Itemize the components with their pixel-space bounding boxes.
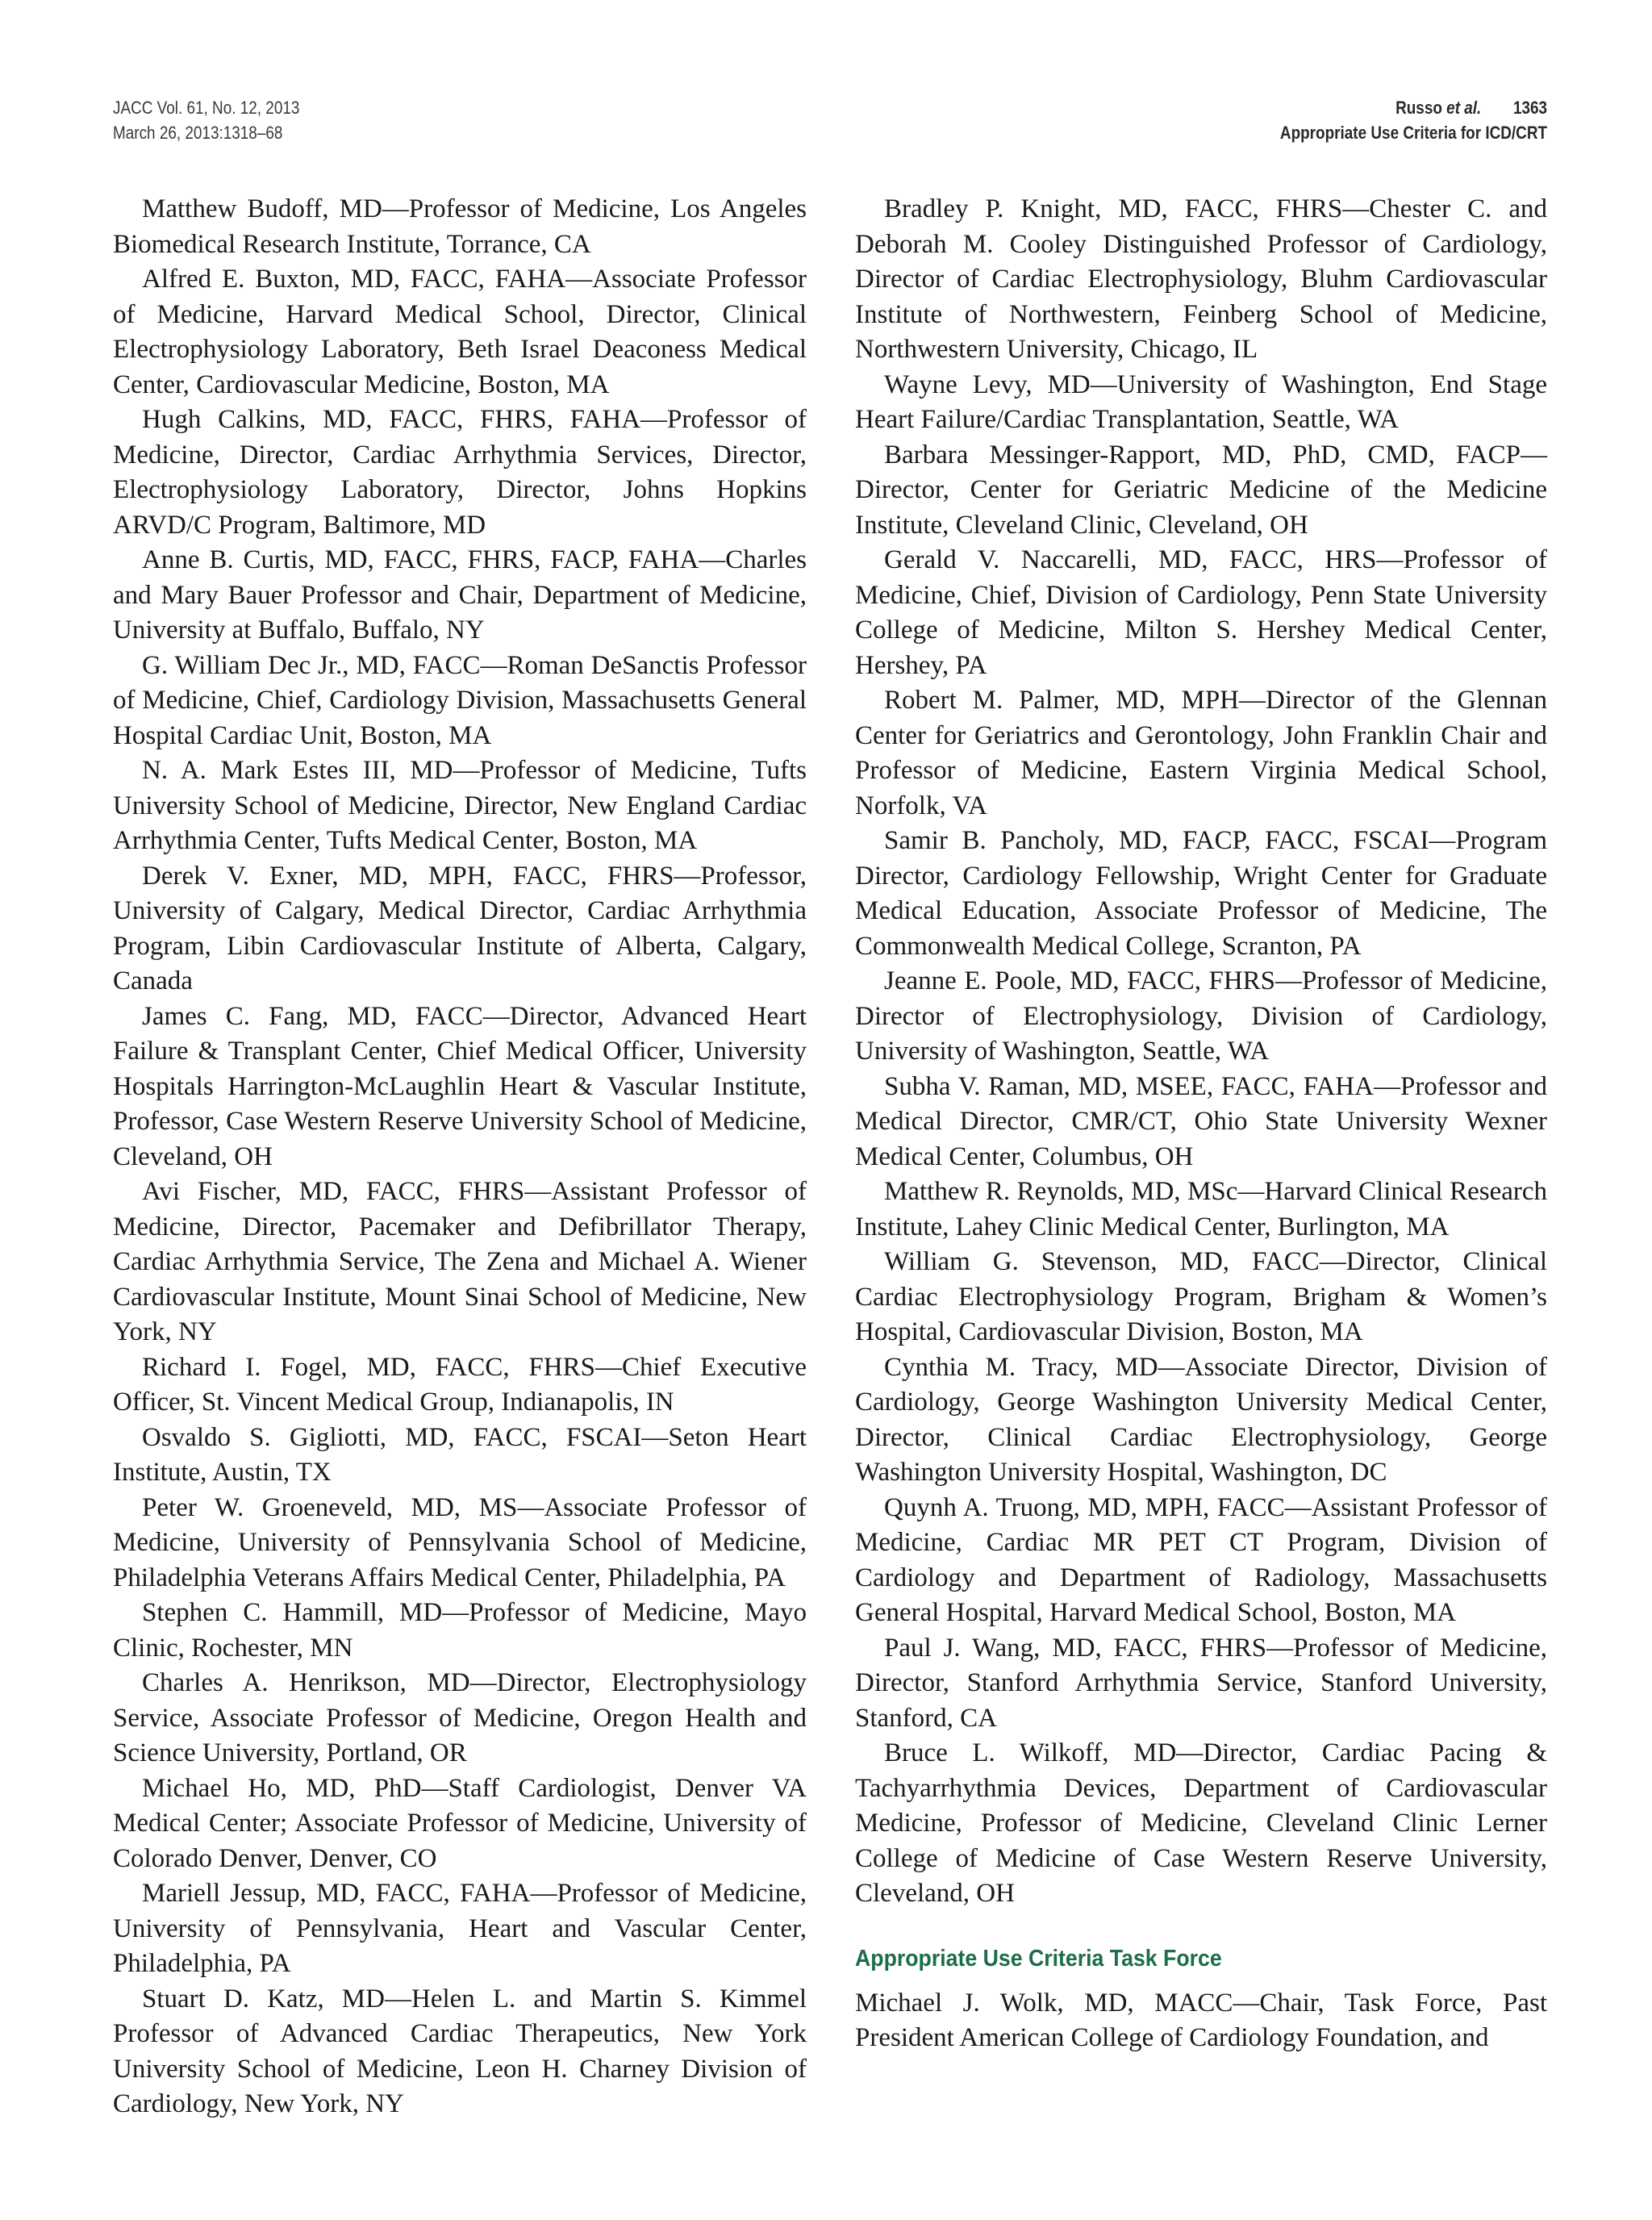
- right-column: [855, 192, 1547, 2056]
- member-entry: N. A. Mark Estes III, MD—Professor of Medicine, Tufts University School of Medicine, Director, New England Cardiac Arrhythmia Center, Tufts Medical Center, Boston, MA: [113, 756, 807, 855]
- member-entry: Alfred E. Buxton, MD, FACC, FAHA—Associate Professor of Medicine, Harvard Medical School, Director, Clinical Electrophysiology Laboratory, Beth Israel Deaconess Medical Center, Cardiovascular Medicine, Boston, MA: [113, 265, 807, 399]
- member-entry: Matthew Budoff, MD—Professor of Medicine, Los Angeles Biomedical Research Institute, Torrance, CA: [113, 194, 807, 259]
- member-entry: Samir B. Pancholy, MD, FACP, FACC, FSCAI—Program Director, Cardiology Fellowship, Wright Center for Graduate Medical Education, Associate Professor of Medicine, The Commonwealth Medical College, Scranton, PA: [855, 826, 1547, 961]
- member-entry: Derek V. Exner, MD, MPH, FACC, FHRS—Professor, University of Calgary, Medical Director, Cardiac Arrhythmia Program, Libin Cardiovascular Institute of Alberta, Calgary, Canada: [113, 861, 807, 995]
- member-entry: G. William Dec Jr., MD, FACC—Roman DeSanctis Professor of Medicine, Chief, Cardiology Division, Massachusetts General Hospital Cardiac Unit, Boston, MA: [113, 650, 807, 750]
- page-number: 1363: [1512, 98, 1547, 118]
- header-et-al: et al.: [1446, 98, 1482, 118]
- running-header-left: [113, 95, 299, 145]
- member-entry: Bradley P. Knight, MD, FACC, FHRS—Chester C. and Deborah M. Cooley Distinguished Professor of Cardiology, Director of Cardiac Electrophysiology, Bluhm Cardiovascular Institute of Northwestern, Feinberg School of Medicine, Northwestern University, Chicago, IL: [855, 194, 1547, 364]
- member-entry: Robert M. Palmer, MD, MPH—Director of the Glennan Center for Geriatrics and Gerontology, John Franklin Chair and Professor of Medicine, Eastern Virginia Medical School, Norfolk, VA: [855, 686, 1547, 820]
- member-entry: James C. Fang, MD, FACC—Director, Advanced Heart Failure & Transplant Center, Chief Medical Officer, University Hospitals Harrington-McLaughlin Heart & Vascular Institute, Professor, Case Western Reserve University School of Medicine, Cleveland, OH: [113, 1001, 807, 1171]
- member-entry: Quynh A. Truong, MD, MPH, FACC—Assistant Professor of Medicine, Cardiac MR PET CT Program, Division of Cardiology and Department of Radiology, Massachusetts General Hospital, Harvard Medical School, Boston, MA: [855, 1492, 1547, 1627]
- member-entry: Subha V. Raman, MD, MSEE, FACC, FAHA—Professor and Medical Director, CMR/CT, Ohio State University Wexner Medical Center, Columbus, OH: [855, 1071, 1547, 1171]
- member-entry: Osvaldo S. Gigliotti, MD, FACC, FSCAI—Seton Heart Institute, Austin, TX: [113, 1422, 807, 1487]
- member-entry: Wayne Levy, MD—University of Washington, End Stage Heart Failure/Cardiac Transplantation, Seattle, WA: [855, 369, 1547, 434]
- header-authors: Russo: [1395, 98, 1442, 118]
- journal-date-pages: March 26, 2013:1318–68: [113, 123, 283, 143]
- member-entry: Jeanne E. Poole, MD, FACC, FHRS—Professor of Medicine, Director of Electrophysiology, Division of Cardiology, University of Washington, Seattle, WA: [855, 966, 1547, 1066]
- member-entry: Barbara Messinger-Rapport, MD, PhD, CMD, FACP—Director, Center for Geriatric Medicine of the Medicine Institute, Cleveland Clinic, Cleveland, OH: [855, 440, 1547, 540]
- header-author-line: [1280, 95, 1547, 120]
- left-column: [113, 192, 807, 2122]
- member-entry: Cynthia M. Tracy, MD—Associate Director, Division of Cardiology, George Washington University Medical Center, Director, Clinical Cardiac Electrophysiology, George Washington University Hospital, Washington, DC: [855, 1352, 1547, 1487]
- member-entry: Matthew R. Reynolds, MD, MSc—Harvard Clinical Research Institute, Lahey Clinic Medical Center, Burlington, MA: [855, 1177, 1547, 1241]
- member-entry: Hugh Calkins, MD, FACC, FHRS, FAHA—Professor of Medicine, Director, Cardiac Arrhythmia Services, Director, Electrophysiology Laboratory, Director, Johns Hopkins ARVD/C Program, Baltimore, MD: [113, 405, 807, 540]
- running-header-right: [1280, 95, 1547, 145]
- member-entry: Charles A. Henrikson, MD—Director, Electrophysiology Service, Associate Professor of Medicine, Oregon Health and Science University, Portland, OR: [113, 1668, 807, 1767]
- member-entry: Richard I. Fogel, MD, FACC, FHRS—Chief Executive Officer, St. Vincent Medical Group, Indianapolis, IN: [113, 1352, 807, 1417]
- member-entry: Paul J. Wang, MD, FACC, FHRS—Professor of Medicine, Director, Stanford Arrhythmia Service, Stanford University, Stanford, CA: [855, 1633, 1547, 1733]
- member-entry: William G. Stevenson, MD, FACC—Director, Clinical Cardiac Electrophysiology Program, Brigham & Women’s Hospital, Cardiovascular Division, Boston, MA: [855, 1247, 1547, 1346]
- member-entry: Bruce L. Wilkoff, MD—Director, Cardiac Pacing & Tachyarrhythmia Devices, Department of Cardiovascular Medicine, Professor of Medicine, Cleveland Clinic Lerner College of Medicine of Case Western Reserve University, Cleveland, OH: [855, 1738, 1547, 1908]
- member-entry: Mariell Jessup, MD, FACC, FAHA—Professor of Medicine, University of Pennsylvania, Heart and Vascular Center, Philadelphia, PA: [113, 1879, 807, 1978]
- journal-volume: JACC Vol. 61, No. 12, 2013: [113, 98, 300, 118]
- running-title: Appropriate Use Criteria for ICD/CRT: [1279, 123, 1547, 143]
- member-entry: Michael J. Wolk, MD, MACC—Chair, Task Force, Past President American College of Cardiology Foundation, and: [855, 1988, 1547, 2052]
- member-entry: Peter W. Groeneveld, MD, MS—Associate Professor of Medicine, University of Pennsylvania School of Medicine, Philadelphia Veterans Affairs Medical Center, Philadelphia, PA: [113, 1492, 807, 1592]
- member-entry: Avi Fischer, MD, FACC, FHRS—Assistant Professor of Medicine, Director, Pacemaker and Defibrillator Therapy, Cardiac Arrhythmia Service, The Zena and Michael A. Wiener Cardiovascular Institute, Mount Sinai School of Medicine, New York, NY: [113, 1177, 807, 1346]
- member-entry: Stephen C. Hammill, MD—Professor of Medicine, Mayo Clinic, Rochester, MN: [113, 1598, 807, 1663]
- member-entry: Anne B. Curtis, MD, FACC, FHRS, FACP, FAHA—Charles and Mary Bauer Professor and Chair, Department of Medicine, University at Buffalo, Buffalo, NY: [113, 545, 807, 645]
- section-heading-task-force: Appropriate Use Criteria Task Force: [855, 1945, 1222, 1972]
- member-entry: Gerald V. Naccarelli, MD, FACC, HRS—Professor of Medicine, Chief, Division of Cardiology, Penn State University College of Medicine, Milton S. Hershey Medical Center, Hershey, PA: [855, 545, 1547, 680]
- member-entry: Michael Ho, MD, PhD—Staff Cardiologist, Denver VA Medical Center; Associate Professor of Medicine, University of Colorado Denver, Denver, CO: [113, 1773, 807, 1873]
- member-entry: Stuart D. Katz, MD—Helen L. and Martin S. Kimmel Professor of Advanced Cardiac Therapeutics, New York University School of Medicine, Leon H. Charney Division of Cardiology, New York, NY: [113, 1984, 807, 2118]
